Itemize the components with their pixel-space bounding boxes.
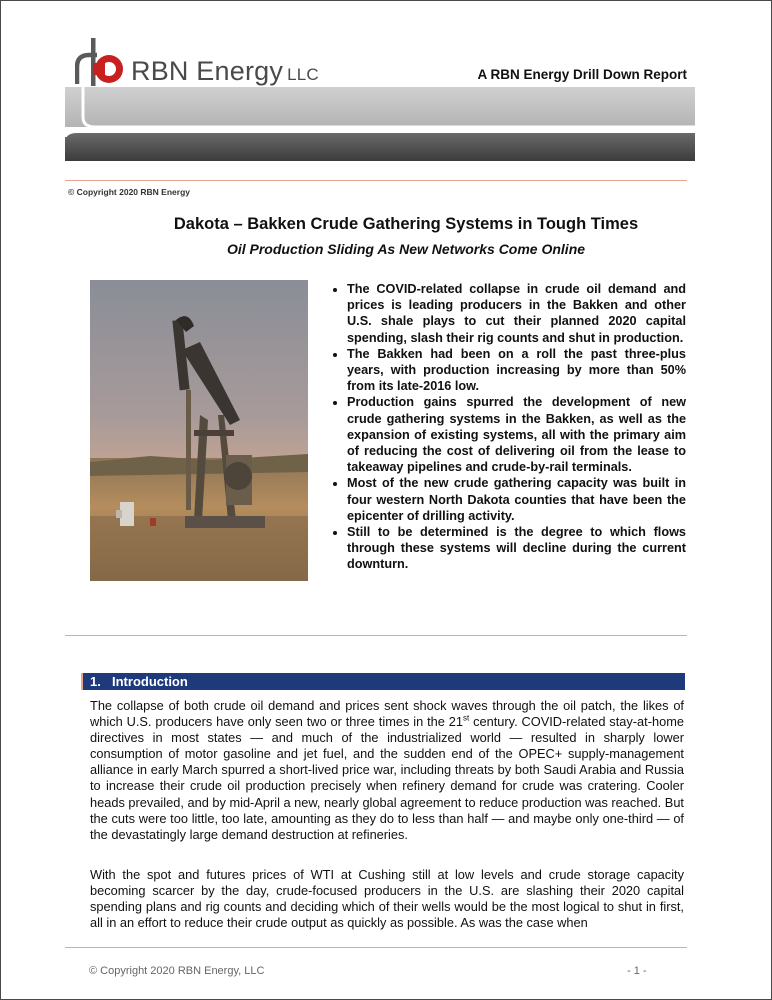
bullet-item: • Most of the new crude gathering capacity was built in four western North Dakota counties that have been the epicenter of drilling activity. [347, 475, 686, 524]
section-heading-introduction [81, 673, 685, 690]
paragraph-text: century. COVID-related stay-at-home directives in most states — and much of the industrialized world — resulted in sharply lower consumption of motor gasoline and jet fuel, and the sudden end of the OPEC+ supply-management alliance in early March spurred a short-lived price war, including threats by both Saudi Arabia and Russia to increase their crude oil production precisely when refinery demand for crude was cratering. Cooler heads prevailed, and by mid-April a new, nearly global agreement to reduce production was reached. But the cuts were too little, too late, amounting as they do to less than half — and maybe only one-third — of the devastatingly large demand destruction at refineries. [90, 714, 684, 842]
logo-wordmark [131, 56, 319, 87]
bullet-item: • Still to be determined is the degree to which flows through these systems will decline during the current downturn. [347, 524, 686, 573]
header-banner [65, 87, 695, 161]
section-number: 1. [90, 674, 101, 689]
section-label: Introduction [112, 674, 188, 689]
logo-name: RBN Energy [131, 56, 284, 86]
bullet-item: • The COVID-related collapse in crude oil demand and prices is leading producers in the Bakken and other U.S. shale plays to cut their planned 2020 capital spending, slash their rig counts and shut in production. [347, 281, 686, 346]
report-label: A RBN Energy Drill Down Report [477, 67, 687, 82]
paragraph-text: The collapse of both crude oil demand and prices sent shock waves through the oil patch, the likes of which U.S. producers have only seen two or three times in the 21 [90, 698, 684, 730]
section-accent [81, 673, 83, 690]
intro-paragraph-1 [90, 698, 684, 843]
footer-divider [65, 947, 687, 948]
rbn-logo [75, 37, 319, 91]
page-number: - 1 - [627, 965, 647, 977]
pumpjack-photo [90, 280, 308, 581]
bullet-item: • The Bakken had been on a roll the past three-plus years, with production increasing by more than 50% from its late-2016 low. [347, 346, 686, 395]
report-subtitle: Oil Production Sliding As New Networks Come Online [226, 241, 586, 257]
summary-divider [65, 635, 687, 636]
ordinal-suffix: st [462, 713, 470, 723]
header-divider [65, 180, 687, 181]
rbn-logo-mark [75, 37, 131, 89]
copyright-top: © Copyright 2020 RBN Energy [68, 187, 190, 197]
intro-paragraph-2: With the spot and futures prices of WTI at Cushing still at low levels and crude storage capacity becoming scarcer by the day, crude-focused producers in the U.S. are slashing their 2020 capital spending plans and rig counts and deciding which of their wells would be the most logical to shut in first, all in an effort to reduce their crude output as quickly as possible. As was the case when [90, 867, 684, 931]
bullet-item: • Production gains spurred the development of new crude gathering systems in the Bakken, as well as the expansion of existing systems, all with the primary aim of reducing the cost of delivering oil from the lease to takeaway pipelines and crude-by-rail terminals. [347, 394, 686, 475]
logo-suffix: LLC [287, 65, 319, 84]
report-title: Dakota – Bakken Crude Gathering Systems in Tough Times [173, 215, 639, 233]
summary-bullets [329, 281, 686, 573]
footer-copyright: © Copyright 2020 RBN Energy, LLC [89, 965, 265, 977]
